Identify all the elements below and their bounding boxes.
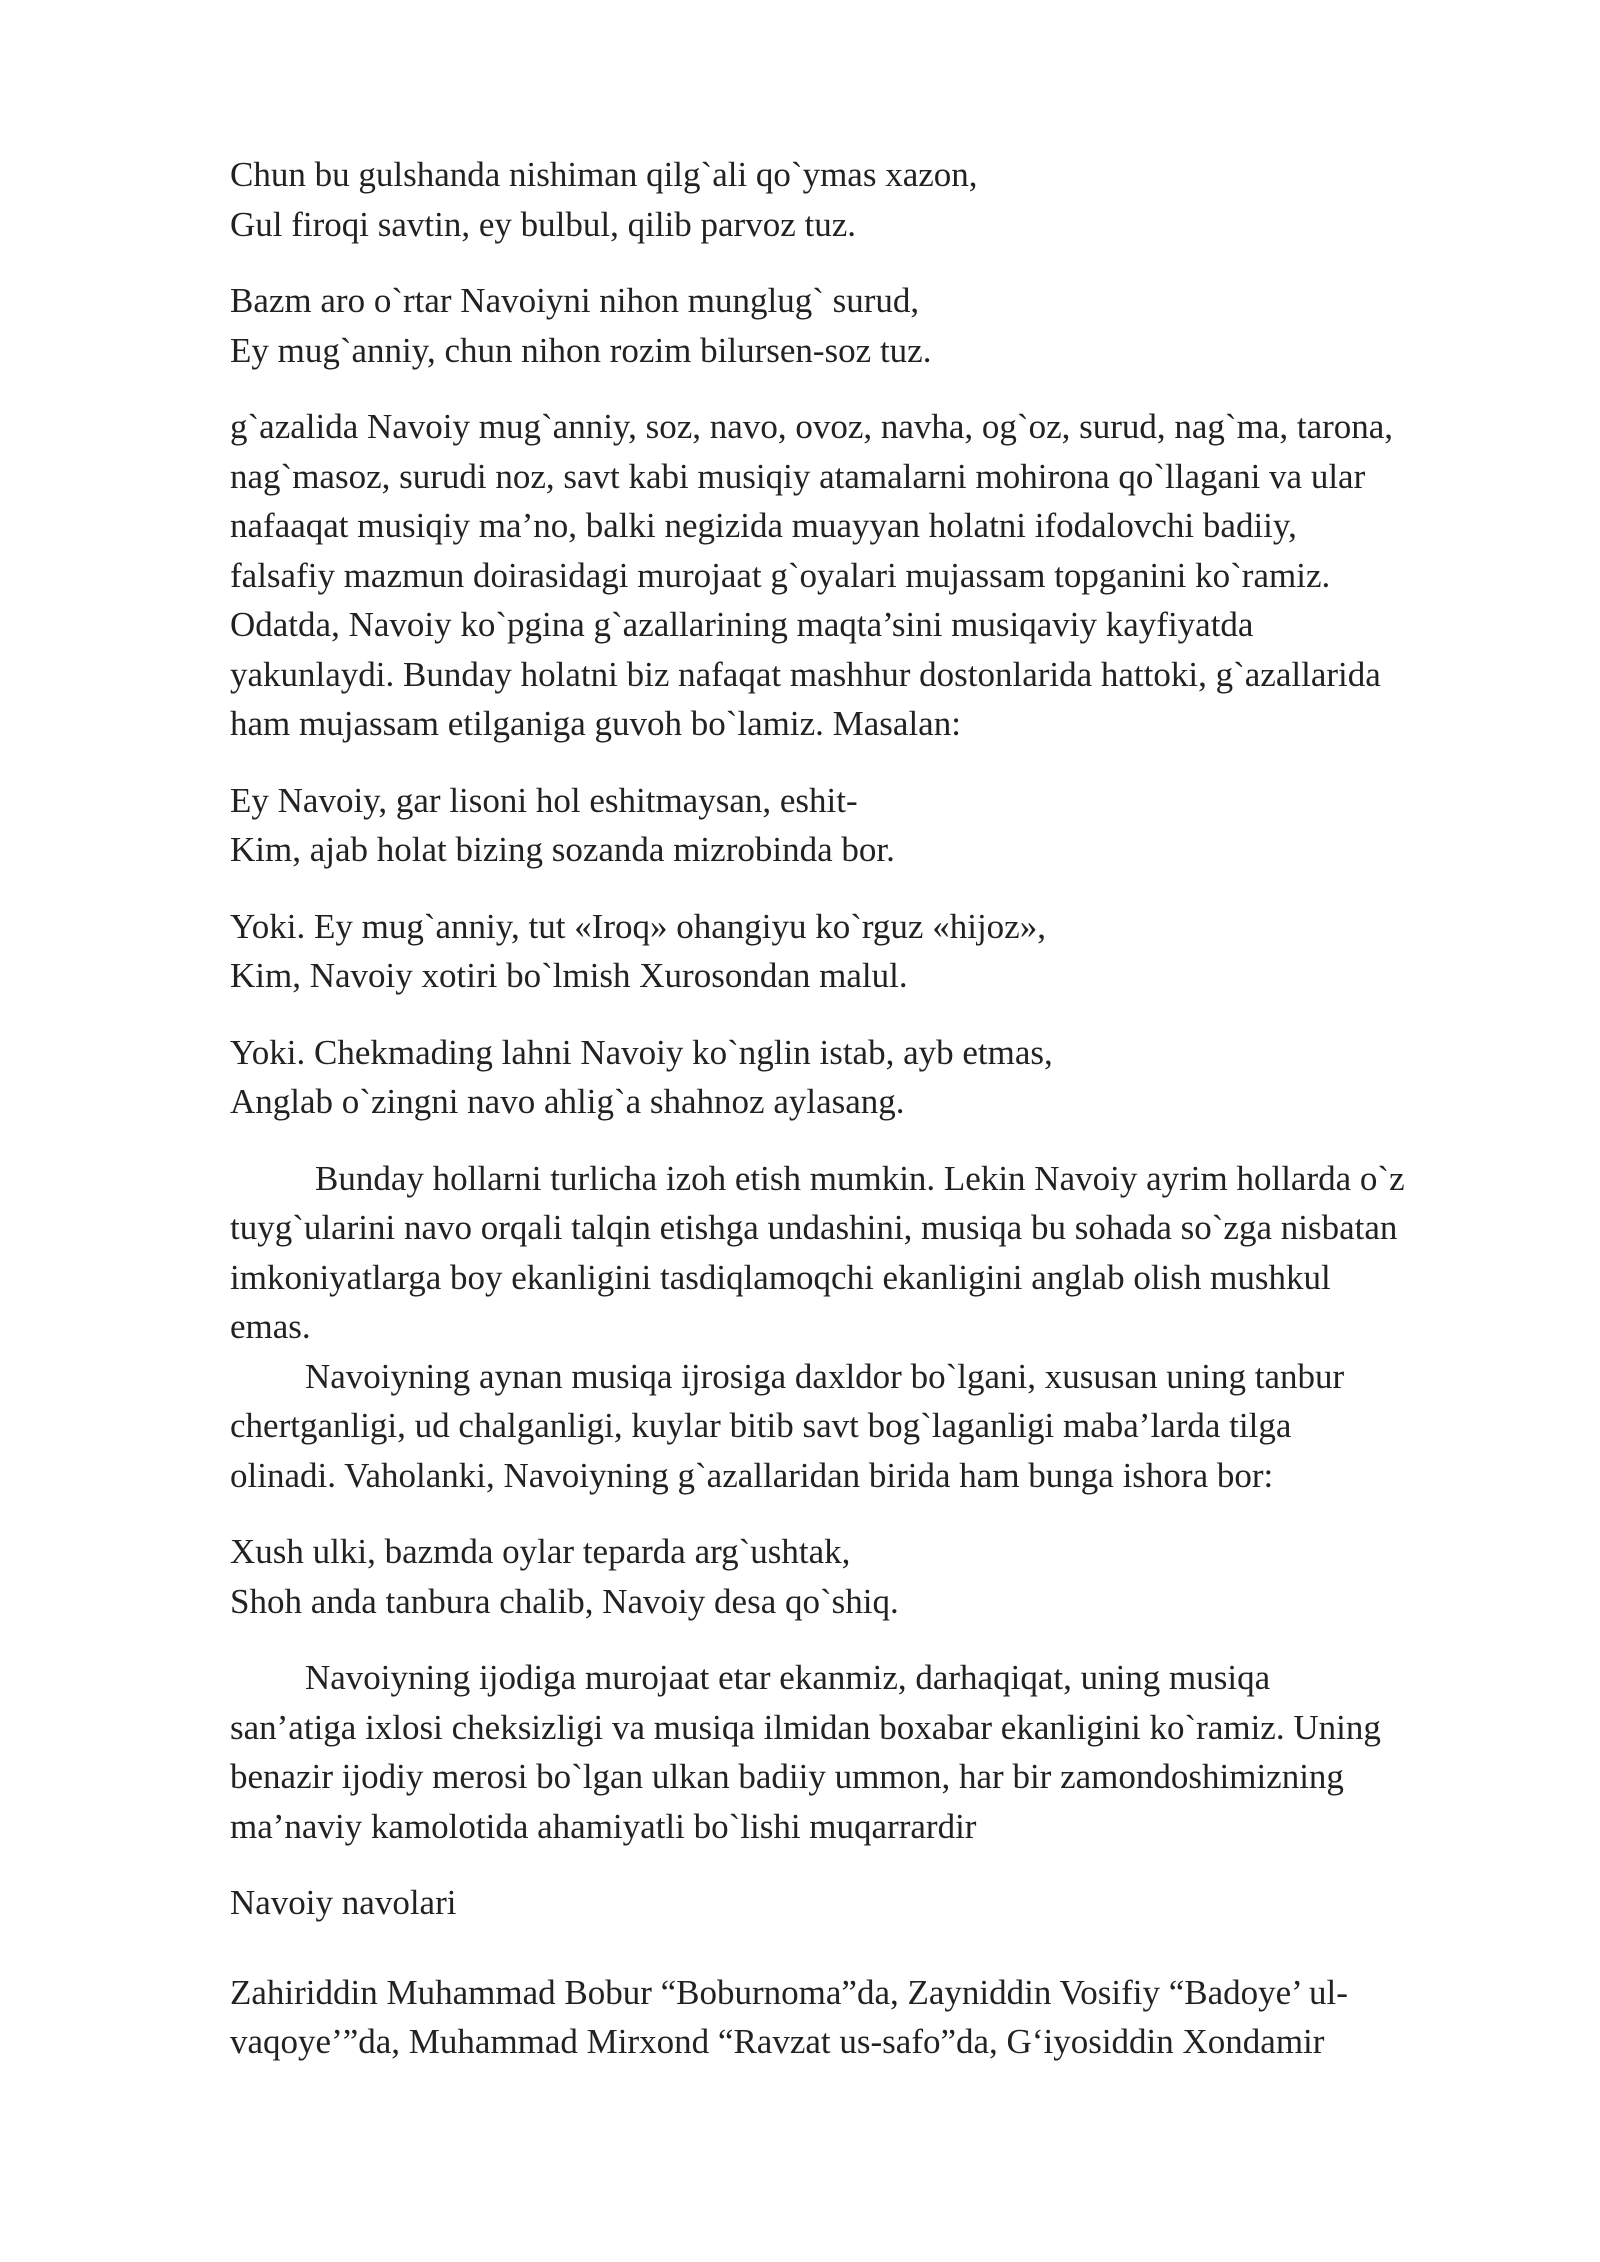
verse-line: Kim, Navoiy xotiri bo`lmish Xurosondan malul. xyxy=(230,956,908,995)
verse-block-4 xyxy=(230,902,1530,1001)
verse-line: Xush ulki, bazmda oylar teparda arg`ushtak, xyxy=(230,1532,851,1571)
text-line: ham mujassam etilganiga guvoh bo`lamiz. Masalan: xyxy=(230,704,961,743)
verse-line: Bazm aro o`rtar Navoiyni nihon munglug` surud, xyxy=(230,281,920,320)
document-page xyxy=(230,150,1530,2094)
text-line: imkoniyatlarga boy ekanligini tasdiqlamoqchi ekanligini anglab olish mushkul xyxy=(230,1257,1331,1297)
text-line: tuyg`ularini navo orqali talqin etishga undashini, musiqa bu sohada so`zga nisbatan xyxy=(230,1208,1398,1247)
text-line: Navoiyning ijodiga murojaat etar ekanmiz, darhaqiqat, uning musiqa xyxy=(305,1658,1271,1697)
paragraph-4 xyxy=(230,1653,1530,1851)
verse-line: Kim, ajab holat bizing sozanda mizrobinda bor. xyxy=(230,830,895,869)
verse-block-1 xyxy=(230,150,1530,249)
text-line: nag`masoz, surudi noz, savt kabi musiqiy atamalarni mohirona qo`llagani va ular xyxy=(230,456,1366,496)
text-line: Odatda, Navoiy ko`pgina g`azallarining maqta’sini musiqaviy kayfiyatda xyxy=(230,605,1254,644)
verse-block-2 xyxy=(230,276,1530,375)
heading-text: Navoiy navolari xyxy=(230,1883,457,1922)
verse-block-3 xyxy=(230,776,1530,875)
text-line: Zahiriddin Muhammad Bobur “Boburnoma”da, Zayniddin Vosifiy “Badoye’ ul- xyxy=(230,1972,1348,2012)
text-line: olinadi. Vaholanki, Navoiyning g`azallaridan birida ham bunga ishora bor: xyxy=(230,1455,1274,1495)
verse-line: Anglab o`zingni navo ahlig`a shahnoz aylasang. xyxy=(230,1082,905,1121)
text-line: vaqoye’”da, Muhammad Mirxond “Ravzat us-safo”da, G‘iyosiddin Xondamir xyxy=(230,2022,1325,2061)
text-line: Navoiyning aynan musiqa ijrosiga daxldor bo`lgani, xususan uning tanbur xyxy=(305,1356,1345,1396)
text-line: benazir ijodiy merosi bo`lgan ulkan badiiy ummon, har bir zamondoshimizning xyxy=(230,1757,1344,1796)
section-heading xyxy=(230,1878,1530,1928)
text-line: falsafiy mazmun doirasidagi murojaat g`oyalari mujassam topganini ko`ramiz. xyxy=(230,555,1331,595)
text-line: yakunlaydi. Bunday holatni biz nafaqat mashhur dostonlarida hattoki, g`azallarida xyxy=(230,654,1381,694)
verse-line: Shoh anda tanbura chalib, Navoiy desa qo`shiq. xyxy=(230,1581,899,1621)
text-line: ma’naviy kamolotida ahamiyatli bo`lishi muqarrardir xyxy=(230,1806,977,1846)
verse-line: Yoki. Chekmading lahni Navoiy ko`nglin istab, ayb etmas, xyxy=(230,1032,1053,1072)
paragraph-3 xyxy=(230,1352,1530,1501)
text-line: san’atiga ixlosi cheksizligi va musiqa ilmidan boxabar ekanligini ko`ramiz. Uning xyxy=(230,1707,1381,1747)
verse-block-5 xyxy=(230,1028,1530,1127)
paragraph-1 xyxy=(230,402,1530,749)
text-line: Bunday hollarni turlicha izoh etish mumkin. Lekin Navoiy ayrim hollarda o`z xyxy=(315,1158,1405,1198)
text-line: chertganligi, ud chalganligi, kuylar bitib savt bog`laganligi maba’larda tilga xyxy=(230,1406,1292,1445)
verse-line: Yoki. Ey mug`anniy, tut «Iroq» ohangiyu ko`rguz «hijoz», xyxy=(230,906,1046,946)
verse-block-6 xyxy=(230,1527,1530,1626)
text-line: emas. xyxy=(230,1307,311,1346)
text-line: g`azalida Navoiy mug`anniy, soz, navo, ovoz, navha, og`oz, surud, nag`ma, tarona, xyxy=(230,407,1394,446)
verse-line: Ey mug`anniy, chun nihon rozim bilursen-soz tuz. xyxy=(230,330,932,370)
paragraph-5 xyxy=(230,1968,1530,2067)
text-line: nafaaqat musiqiy ma’no, balki negizida muayyan holatni ifodalovchi badiiy, xyxy=(230,506,1297,545)
verse-line: Chun bu gulshanda nishiman qilg`ali qo`ymas xazon, xyxy=(230,155,978,194)
paragraph-2 xyxy=(230,1154,1530,1352)
verse-line: Gul firoqi savtin, ey bulbul, qilib parvoz tuz. xyxy=(230,204,857,244)
verse-line: Ey Navoiy, gar lisoni hol eshitmaysan, eshit- xyxy=(230,780,858,820)
